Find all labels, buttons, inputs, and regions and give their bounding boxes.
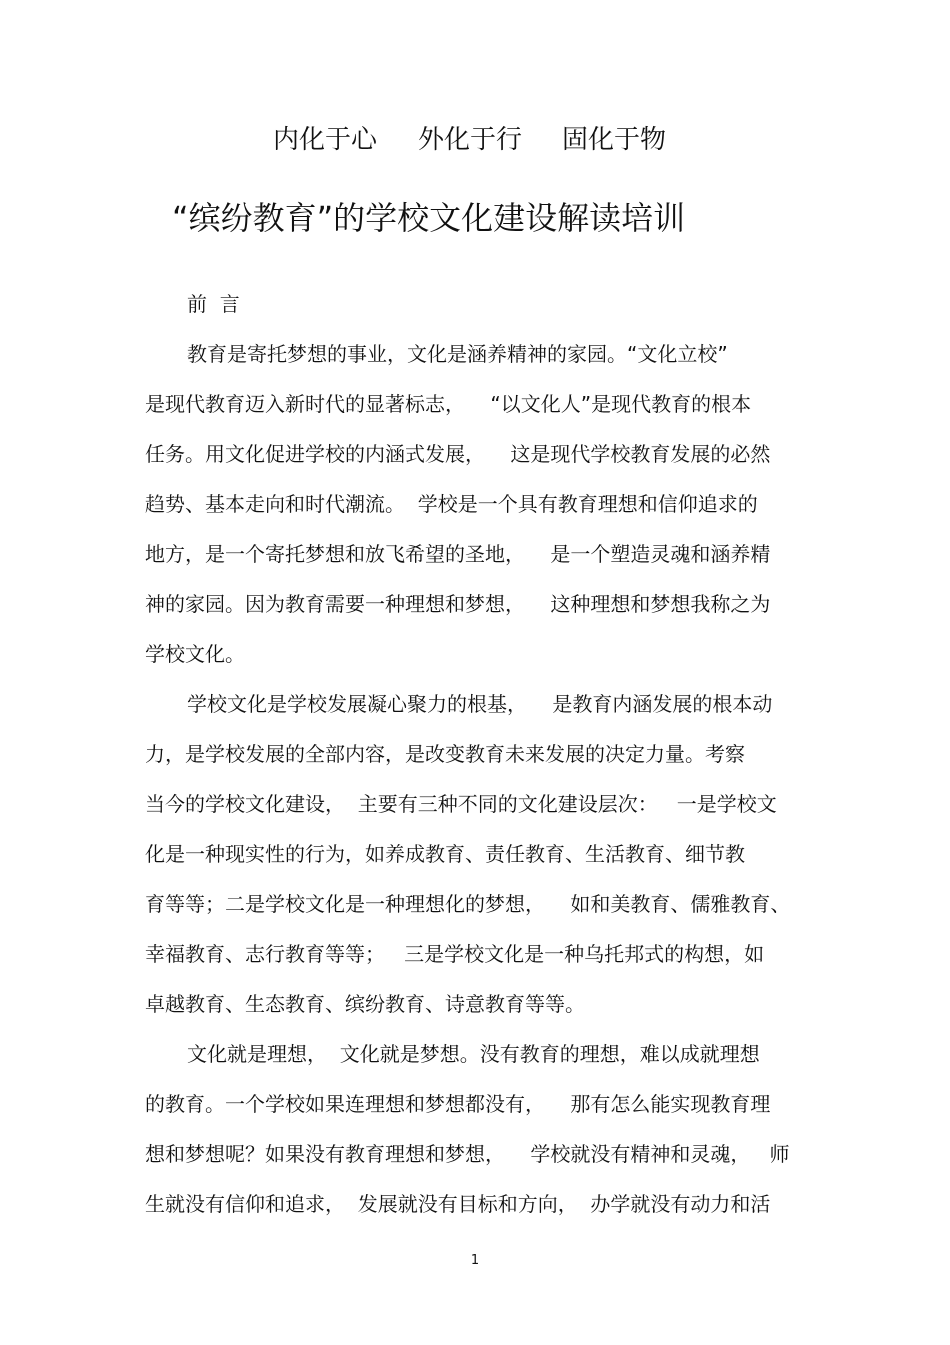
paragraph-line: 的教育。一个学校如果连理想和梦想都没有， 那有怎么能实现教育理 (145, 1092, 771, 1116)
page-number: 1 (470, 1253, 480, 1268)
paragraph-line: 生就没有信仰和追求， 发展就没有目标和方向， 办学就没有动力和活 (145, 1192, 771, 1216)
paragraph-line: 当今的学校文化建设， 主要有三种不同的文化建设层次： 一是学校文 (145, 792, 777, 816)
paragraph-line: 地方，是一个寄托梦想和放飞希望的圣地， 是一个塑造灵魂和涵养精 (145, 542, 771, 566)
paragraph-line: 学校文化。 (145, 642, 245, 666)
paragraph-line: 幸福教育、志行教育等等； 三是学校文化是一种乌托邦式的构想，如 (145, 942, 765, 966)
paragraph-line: 趋势、基本走向和时代潮流。 学校是一个具有教育理想和信仰追求的 (145, 492, 758, 516)
paragraph-line: 卓越教育、生态教育、缤纷教育、诗意教育等等。 (145, 992, 585, 1016)
paragraph-line: 文化就是理想， 文化就是梦想。没有教育的理想，难以成就理想 (187, 1042, 760, 1066)
paragraph-line: 想和梦想呢？如果没有教育理想和梦想， 学校就没有精神和灵魂， 师 (145, 1142, 790, 1166)
title-part-1: 内化于心 (273, 125, 378, 155)
title-part-3: 固化于物 (562, 125, 667, 155)
paragraph-line: 任务。用文化促进学校的内涵式发展， 这是现代学校教育发展的必然 (145, 442, 771, 466)
paragraph-line: 力，是学校发展的全部内容，是改变教育未来发展的决定力量。考察 (145, 742, 745, 766)
paragraph-line: 育等等；二是学校文化是一种理想化的梦想， 如和美教育、儒雅教育、 (145, 892, 791, 916)
paragraph-line: 化是一种现实性的行为，如养成教育、责任教育、生活教育、细节教 (145, 842, 745, 866)
paragraph-line: 神的家园。因为教育需要一种理想和梦想， 这种理想和梦想我称之为 (145, 592, 771, 616)
paragraph-line: 是现代教育迈入新时代的显著标志， “以文化人”是现代教育的根本 (145, 392, 752, 416)
paragraph-line: 教育是寄托梦想的事业，文化是涵养精神的家园。“文化立校” (187, 342, 728, 366)
title-part-2: 外化于行 (418, 125, 523, 155)
document-title (0, 120, 950, 160)
section-heading: 前 言 (187, 292, 240, 316)
document-subtitle: “缤纷教育”的学校文化建设解读培训 (172, 199, 686, 237)
paragraph-line: 学校文化是学校发展凝心聚力的根基， 是教育内涵发展的根本动 (187, 692, 773, 716)
